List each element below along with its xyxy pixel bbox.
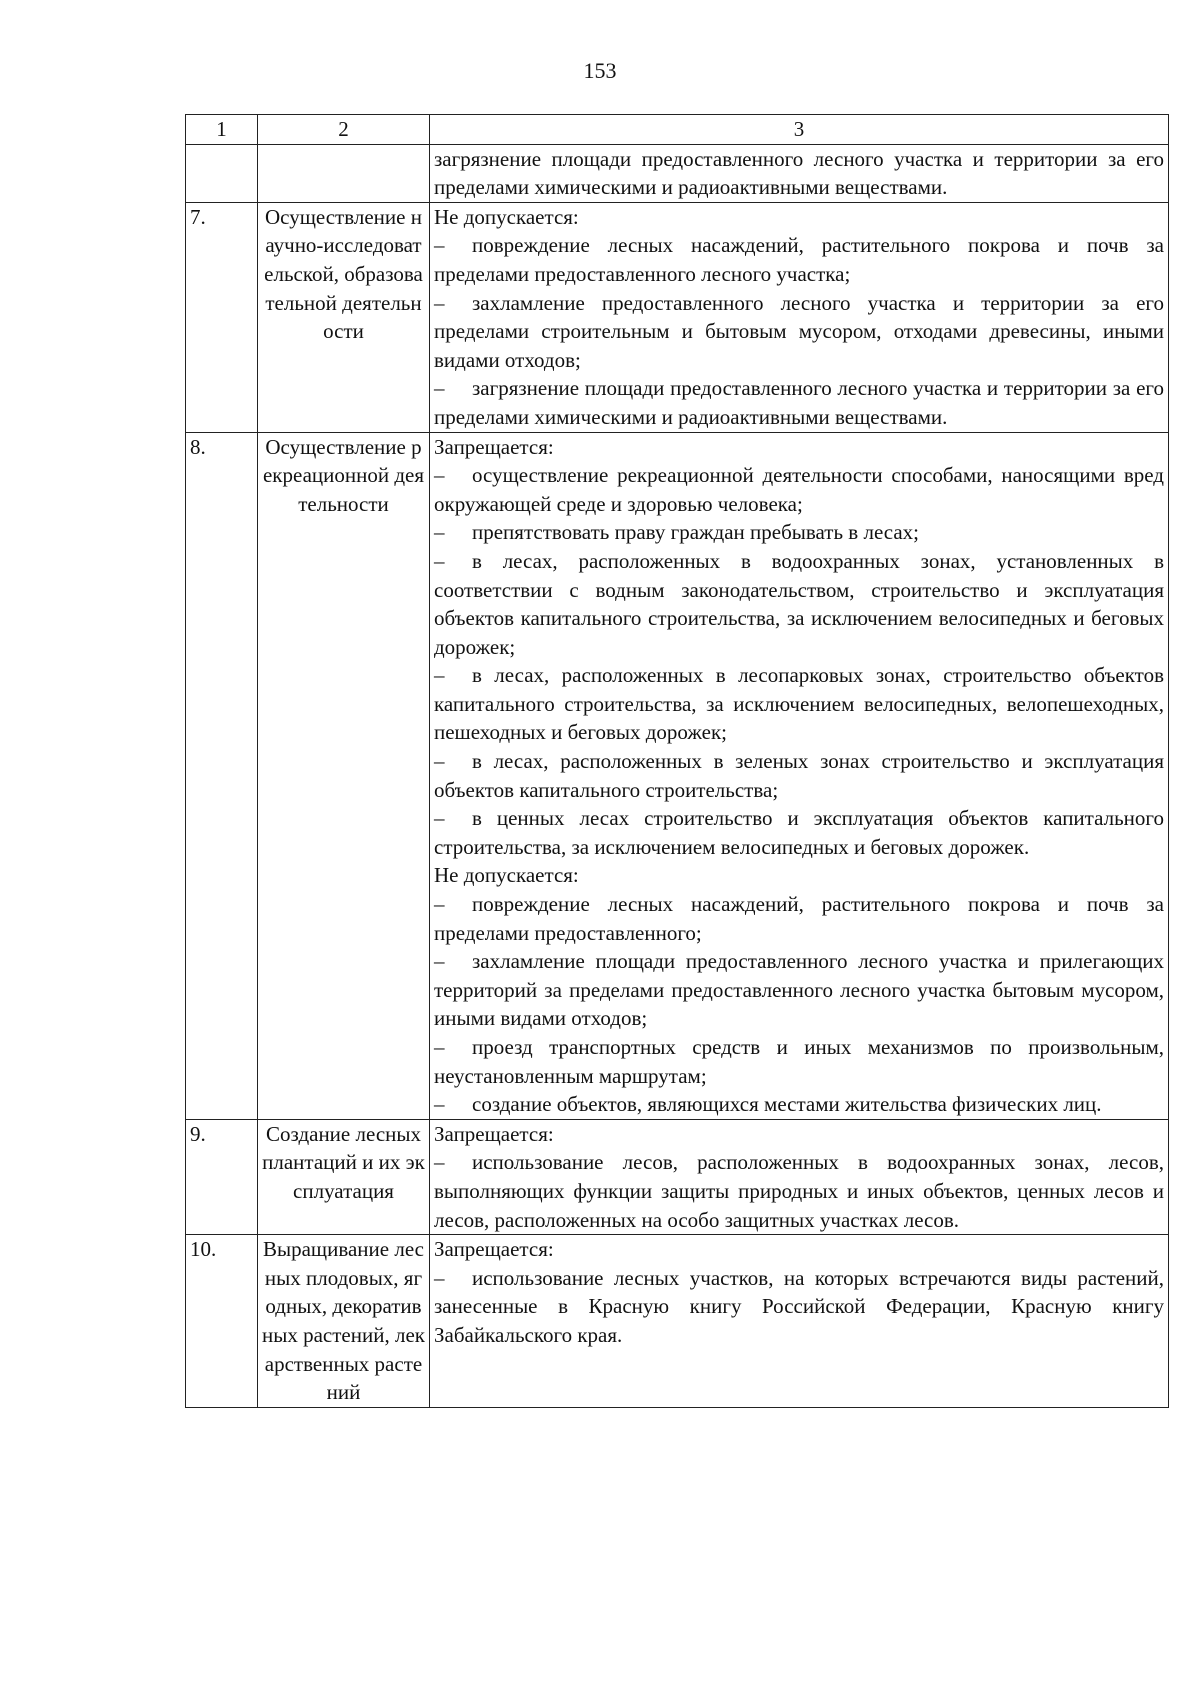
restriction-item: [434, 547, 1164, 661]
restriction-heading: [434, 433, 1164, 462]
dash-bullet: –: [434, 376, 445, 401]
restriction-text: загрязнение площади предоставленного лесного участка и территории за его пределами химическими и радиоактивными веществами.: [434, 376, 1164, 429]
dash-bullet: –: [434, 233, 445, 258]
row-number-cell: 7.: [186, 202, 258, 432]
header-cell-3: 3: [430, 115, 1169, 145]
restriction-text: Не допускается:: [434, 863, 579, 888]
restriction-text: захламление площади предоставленного лесного участка и прилегающих территорий за пределами предоставленного лесного участка бытовым мусором, иными видами отходов;: [434, 949, 1164, 1031]
row-number-cell: 8.: [186, 432, 258, 1119]
dash-bullet: –: [434, 949, 445, 974]
activity-type-cell: Осуществление рекреационной деятельности: [258, 432, 430, 1119]
restriction-text: в лесах, расположенных в зеленых зонах строительство и эксплуатация объектов капитального строительства;: [434, 749, 1164, 802]
restrictions-cell: [430, 432, 1169, 1119]
restriction-text: создание объектов, являющихся местами жительства физических лиц.: [472, 1092, 1102, 1117]
table-row: [186, 144, 1169, 202]
dash-bullet: –: [434, 290, 445, 315]
restriction-text: в лесах, расположенных в лесопарковых зонах, строительство объектов капитального строительства, за исключением велосипедных, велопешеходных, пешеходных и беговых дорожек;: [434, 663, 1164, 745]
activity-type-cell: [258, 144, 430, 202]
restriction-text: осуществление рекреационной деятельности способами, наносящими вред окружающей среде и здоровью человека;: [434, 463, 1164, 516]
restriction-text: загрязнение площади предоставленного лесного участка и территории за его пределами химическими и радиоактивными веществами.: [434, 146, 1164, 200]
restriction-heading: [434, 861, 1164, 890]
page-number: 153: [583, 58, 617, 83]
dash-bullet: –: [434, 749, 445, 774]
restriction-text: в ценных лесах строительство и эксплуатация объектов капитального строительства, за исключением велосипедных и беговых дорожек.: [434, 806, 1164, 859]
restriction-item: [434, 1264, 1164, 1350]
restriction-text: повреждение лесных насаждений, растительного покрова и почв за пределами предоставленного;: [434, 892, 1164, 945]
header-cell-2: 2: [258, 115, 430, 145]
restriction-item: [434, 231, 1164, 288]
table-row: [186, 1235, 1169, 1408]
dash-bullet: –: [434, 1092, 445, 1117]
restriction-text: захламление предоставленного лесного участка и территории за его пределами строительным и бытовым мусором, отходами древесины, иными видами отходов;: [434, 290, 1164, 372]
header-cell-1: 1: [186, 115, 258, 145]
table-row: [186, 202, 1169, 432]
table-row: [186, 1119, 1169, 1234]
dash-bullet: –: [434, 520, 445, 545]
activity-type-cell: Осуществление научно-исследовательской, образовательной деятельности: [258, 202, 430, 432]
restriction-text: Запрещается:: [434, 1121, 554, 1146]
dash-bullet: –: [434, 663, 445, 688]
table-header-row: [186, 115, 1169, 145]
restriction-item: [434, 518, 1164, 547]
dash-bullet: –: [434, 1265, 445, 1290]
dash-bullet: –: [434, 806, 445, 831]
restriction-text: использование лесов, расположенных в водоохранных зонах, лесов, выполняющих функции защиты природных и иных объектов, ценных лесов и лесов, расположенных на особо защитных участках лесов.: [434, 1150, 1164, 1232]
restriction-item: [434, 1148, 1164, 1234]
table-row: [186, 432, 1169, 1119]
restrictions-cell: [430, 1119, 1169, 1234]
dash-bullet: –: [434, 1150, 445, 1175]
restrictions-cell: [430, 202, 1169, 432]
restriction-item: [434, 661, 1164, 747]
activity-type-cell: Выращивание лесных плодовых, ягодных, декоративных растений, лекарственных растений: [258, 1235, 430, 1408]
restriction-text: препятствовать праву граждан пребывать в лесах;: [472, 520, 920, 545]
restriction-item: [434, 747, 1164, 804]
restriction-item: [434, 1090, 1164, 1119]
dash-bullet: –: [434, 548, 445, 573]
restriction-item: [434, 1033, 1164, 1090]
restriction-item: [434, 890, 1164, 947]
restriction-text: проезд транспортных средств и иных механизмов по произвольным, неустановленным маршрутам;: [434, 1035, 1164, 1088]
restriction-heading: [434, 1120, 1164, 1149]
dash-bullet: –: [434, 1035, 445, 1059]
dash-bullet: –: [434, 892, 445, 917]
row-number-cell: [186, 144, 258, 202]
restriction-item: [434, 461, 1164, 518]
activity-type-cell: Создание лесных плантаций и их эксплуатация: [258, 1119, 430, 1234]
dash-bullet: –: [434, 463, 445, 488]
restrictions-cell: [430, 1235, 1169, 1408]
restriction-heading: [434, 203, 1164, 232]
restriction-item: [434, 289, 1164, 375]
restriction-text: в лесах, расположенных в водоохранных зонах, установленных в соответствии с водным законодательством, строительство и эксплуатация объектов капитального строительства, за исключением велосипедных и беговых дорожек;: [434, 548, 1164, 659]
restriction-heading: [434, 1235, 1164, 1264]
restrictions-cell: [430, 144, 1169, 202]
restriction-item: [434, 374, 1164, 431]
restriction-text: Запрещается:: [434, 434, 554, 459]
restriction-heading: [434, 145, 1164, 202]
restriction-text: Не допускается:: [434, 204, 579, 229]
regulations-table: [185, 114, 1169, 1408]
restriction-text: Запрещается:: [434, 1237, 554, 1262]
row-number-cell: 9.: [186, 1119, 258, 1234]
restriction-item: [434, 804, 1164, 861]
restriction-text: использование лесных участков, на которых встречаются виды растений, занесенные в Красную книгу Российской Федерации, Красную книгу Забайкальского края.: [434, 1265, 1164, 1347]
restriction-item: [434, 947, 1164, 1033]
restriction-text: повреждение лесных насаждений, растительного покрова и почв за пределами предоставленного лесного участка;: [434, 233, 1164, 286]
row-number-cell: 10.: [186, 1235, 258, 1408]
